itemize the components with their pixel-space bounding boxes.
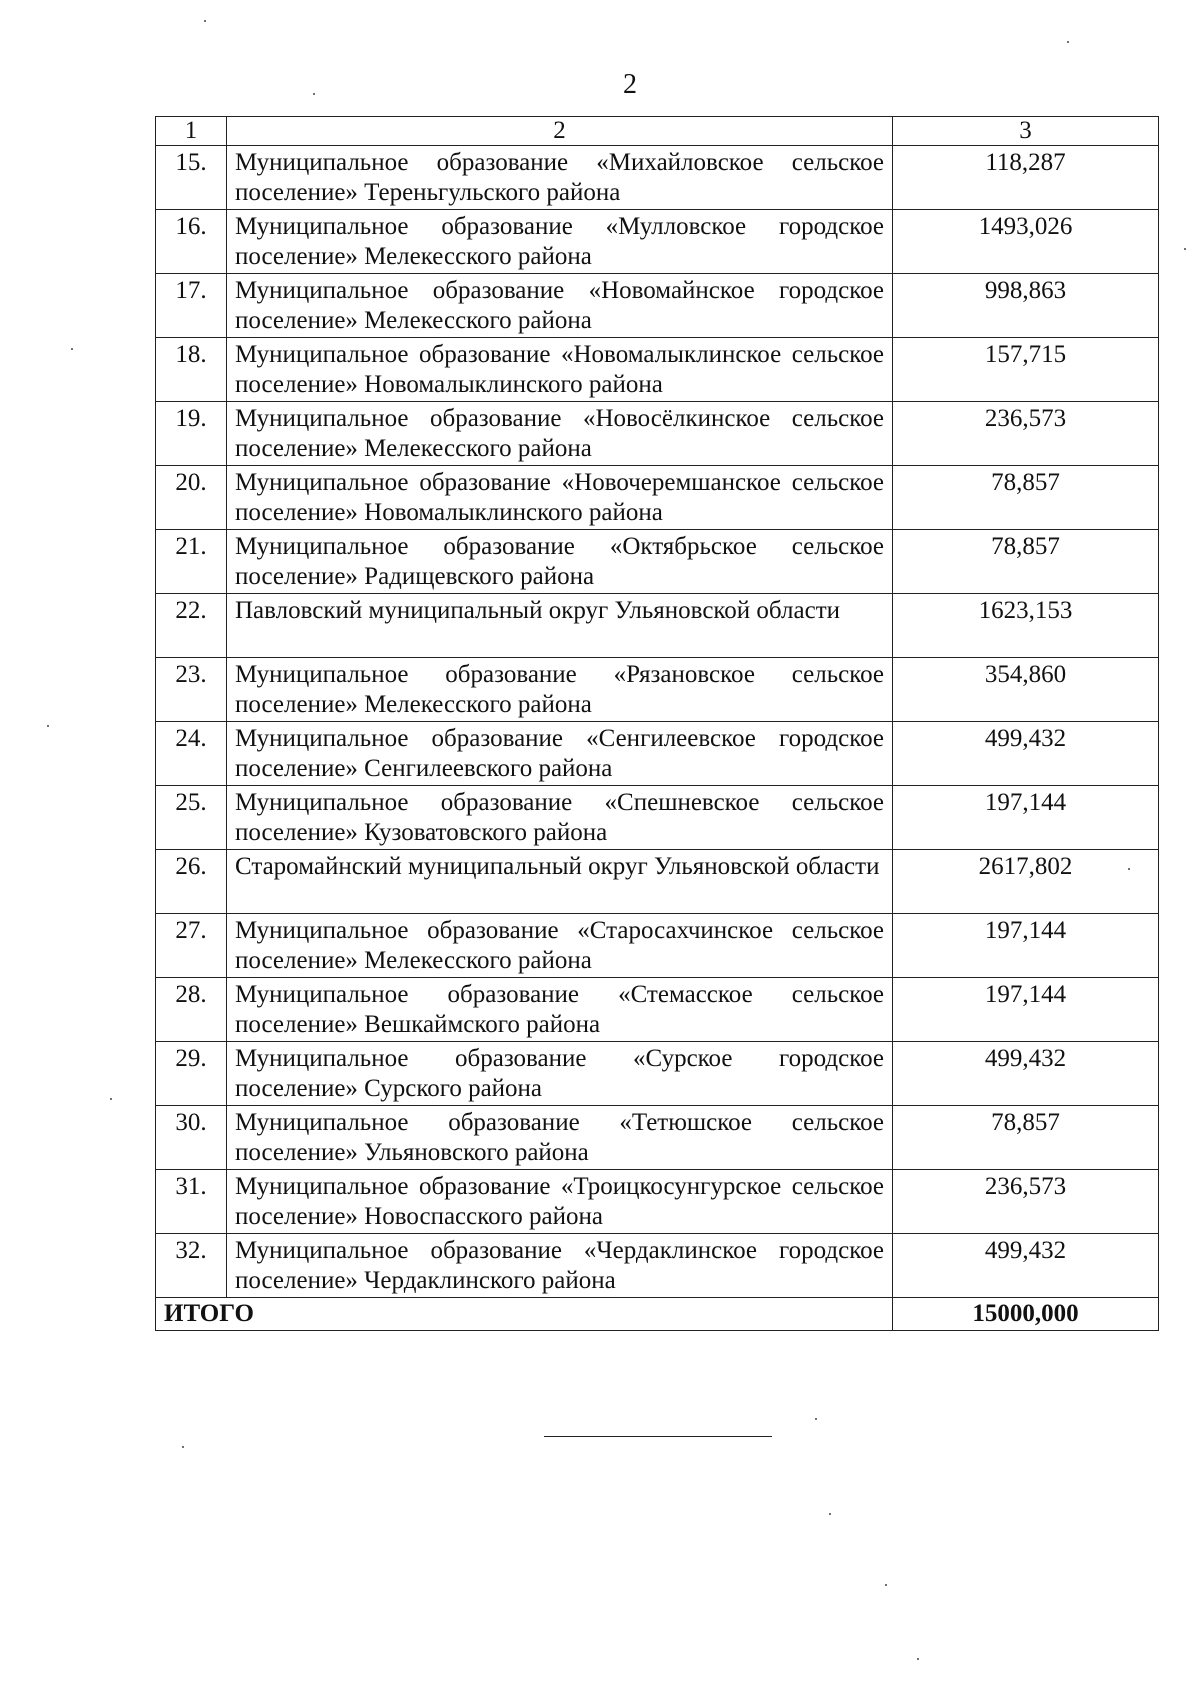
scan-speck xyxy=(1067,41,1069,43)
table-row xyxy=(156,338,1159,402)
end-divider-line xyxy=(544,1436,772,1437)
table-body xyxy=(156,117,1159,1331)
table-row xyxy=(156,530,1159,594)
table-row xyxy=(156,850,1159,914)
header-col-1: 1 xyxy=(156,117,227,146)
row-number: 19. xyxy=(156,402,227,466)
allocation-value: 499,432 xyxy=(893,1234,1159,1298)
municipality-name: Муниципальное образование «Октябрьское сельское поселение» Радищевского района xyxy=(227,530,893,594)
allocation-value: 1493,026 xyxy=(893,210,1159,274)
row-number: 21. xyxy=(156,530,227,594)
municipality-name: Муниципальное образование «Чердаклинское городское поселение» Чердаклинского района xyxy=(227,1234,893,1298)
allocation-table xyxy=(155,116,1159,1331)
row-number: 18. xyxy=(156,338,227,402)
allocation-value: 78,857 xyxy=(893,530,1159,594)
scan-speck xyxy=(313,93,315,95)
allocation-value: 118,287 xyxy=(893,146,1159,210)
table-row xyxy=(156,146,1159,210)
municipality-name: Муниципальное образование «Троицкосунгурское сельское поселение» Новоспасского района xyxy=(227,1170,893,1234)
row-number: 30. xyxy=(156,1106,227,1170)
table-row xyxy=(156,786,1159,850)
allocation-value: 197,144 xyxy=(893,914,1159,978)
table-row xyxy=(156,594,1159,658)
table-row xyxy=(156,1234,1159,1298)
row-number: 23. xyxy=(156,658,227,722)
scan-speck xyxy=(815,1418,817,1420)
row-number: 24. xyxy=(156,722,227,786)
allocation-value: 197,144 xyxy=(893,786,1159,850)
row-number: 26. xyxy=(156,850,227,914)
allocation-value: 499,432 xyxy=(893,1042,1159,1106)
allocation-value: 1623,153 xyxy=(893,594,1159,658)
table-row xyxy=(156,1170,1159,1234)
table-row xyxy=(156,466,1159,530)
allocation-value: 236,573 xyxy=(893,402,1159,466)
table-row xyxy=(156,722,1159,786)
scan-speck xyxy=(47,725,49,727)
municipality-name: Павловский муниципальный округ Ульяновской области xyxy=(227,594,893,658)
row-number: 22. xyxy=(156,594,227,658)
municipality-name: Муниципальное образование «Новосёлкинское сельское поселение» Мелекесского района xyxy=(227,402,893,466)
scan-speck xyxy=(1128,868,1130,870)
allocation-value: 499,432 xyxy=(893,722,1159,786)
row-number: 31. xyxy=(156,1170,227,1234)
allocation-value: 157,715 xyxy=(893,338,1159,402)
row-number: 15. xyxy=(156,146,227,210)
municipality-name: Муниципальное образование «Новомайнское городское поселение» Мелекесского района xyxy=(227,274,893,338)
table-row xyxy=(156,658,1159,722)
row-number: 28. xyxy=(156,978,227,1042)
municipality-name: Муниципальное образование «Тетюшское сельское поселение» Ульяновского района xyxy=(227,1106,893,1170)
scan-speck xyxy=(110,1098,112,1100)
table-row xyxy=(156,274,1159,338)
scan-speck xyxy=(204,20,206,22)
municipality-name: Муниципальное образование «Стемасское сельское поселение» Вешкаймского района xyxy=(227,978,893,1042)
municipality-name: Муниципальное образование «Спешневское сельское поселение» Кузоватовского района xyxy=(227,786,893,850)
municipality-name: Старомайнский муниципальный округ Ульяновской области xyxy=(227,850,893,914)
header-col-3: 3 xyxy=(893,117,1159,146)
row-number: 16. xyxy=(156,210,227,274)
municipality-name: Муниципальное образование «Новомалыклинское сельское поселение» Новомалыклинского района xyxy=(227,338,893,402)
row-number: 25. xyxy=(156,786,227,850)
scan-speck xyxy=(71,348,73,350)
total-value: 15000,000 xyxy=(893,1298,1159,1331)
municipality-name: Муниципальное образование «Сурское городское поселение» Сурского района xyxy=(227,1042,893,1106)
total-label: ИТОГО xyxy=(156,1298,893,1331)
allocation-value: 2617,802 xyxy=(893,850,1159,914)
allocation-value: 998,863 xyxy=(893,274,1159,338)
scan-speck xyxy=(829,1513,831,1515)
table-row xyxy=(156,402,1159,466)
row-number: 20. xyxy=(156,466,227,530)
allocation-value: 354,860 xyxy=(893,658,1159,722)
municipality-name: Муниципальное образование «Рязановское сельское поселение» Мелекесского района xyxy=(227,658,893,722)
scan-speck xyxy=(182,1446,184,1448)
table-row xyxy=(156,210,1159,274)
table-row xyxy=(156,1106,1159,1170)
table-row xyxy=(156,914,1159,978)
table-row xyxy=(156,1042,1159,1106)
row-number: 32. xyxy=(156,1234,227,1298)
scan-speck xyxy=(917,1658,919,1660)
row-number: 27. xyxy=(156,914,227,978)
header-row xyxy=(156,117,1159,146)
allocation-value: 78,857 xyxy=(893,466,1159,530)
municipality-name: Муниципальное образование «Сенгилеевское городское поселение» Сенгилеевского района xyxy=(227,722,893,786)
municipality-name: Муниципальное образование «Старосахчинское сельское поселение» Мелекесского района xyxy=(227,914,893,978)
header-col-2: 2 xyxy=(227,117,893,146)
allocation-value: 236,573 xyxy=(893,1170,1159,1234)
municipality-name: Муниципальное образование «Мулловское городское поселение» Мелекесского района xyxy=(227,210,893,274)
page-number: 2 xyxy=(623,69,637,100)
municipality-name: Муниципальное образование «Новочеремшанское сельское поселение» Новомалыклинского района xyxy=(227,466,893,530)
total-row xyxy=(156,1298,1159,1331)
allocation-value: 197,144 xyxy=(893,978,1159,1042)
allocation-value: 78,857 xyxy=(893,1106,1159,1170)
municipality-name: Муниципальное образование «Михайловское сельское поселение» Тереньгульского района xyxy=(227,146,893,210)
table-row xyxy=(156,978,1159,1042)
row-number: 29. xyxy=(156,1042,227,1106)
scan-speck xyxy=(1184,248,1186,250)
scan-speck xyxy=(885,1584,887,1586)
row-number: 17. xyxy=(156,274,227,338)
